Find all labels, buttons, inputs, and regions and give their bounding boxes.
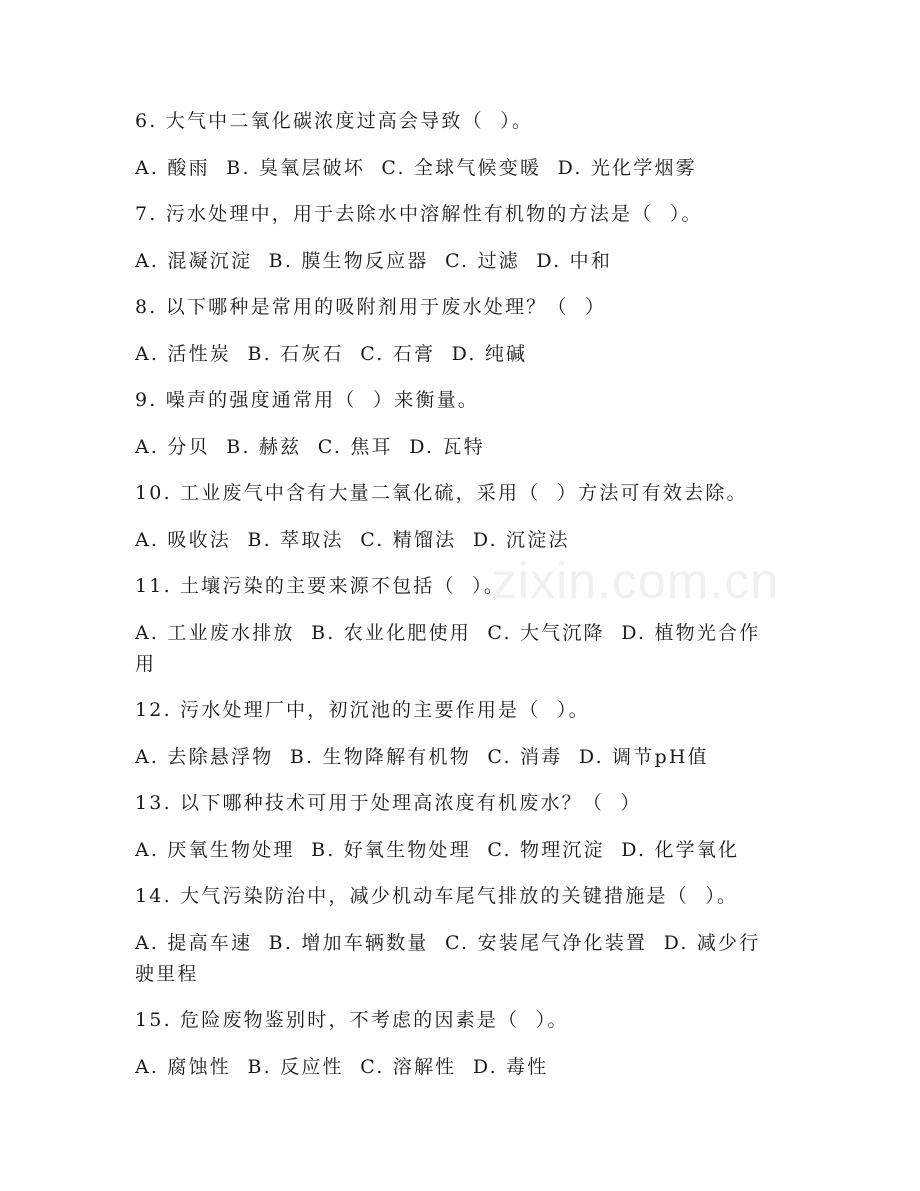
question-12: 12. 污水处理厂中，初沉池的主要作用是（ ）。	[135, 699, 590, 721]
options-6: A. 酸雨 B. 臭氧层破坏 C. 全球气候变暖 D. 光化学烟雾	[135, 156, 697, 179]
question-15: 15. 危险废物鉴别时，不考虑的因素是（ ）。	[135, 1009, 569, 1031]
question-8: 8. 以下哪种是常用的吸附剂用于废水处理？（ ）	[135, 296, 607, 318]
options-9: A. 分贝 B. 赫兹 C. 焦耳 D. 瓦特	[135, 435, 485, 458]
question-9: 9. 噪声的强度通常用（ ）来衡量。	[135, 389, 480, 411]
options-11: A. 工业废水排放 B. 农业化肥使用 C. 大气沉降 D. 植物光合作用	[135, 621, 761, 675]
options-13: A. 厌氧生物处理 B. 好氧生物处理 C. 物理沉淀 D. 化学氧化	[135, 838, 740, 861]
options-10: A. 吸收法 B. 萃取法 C. 精馏法 D. 沉淀法	[135, 528, 570, 551]
question-6: 6. 大气中二氧化碳浓度过高会导致（ ）。	[135, 110, 534, 132]
options-8: A. 活性炭 B. 石灰石 C. 石膏 D. 纯碱	[135, 342, 528, 365]
question-14: 14. 大气污染防治中，减少机动车尾气排放的关键措施是（ ）。	[135, 885, 739, 907]
question-10: 10. 工业废气中含有大量二氧化硫，采用（ ）方法可有效去除。	[135, 482, 748, 504]
question-13: 13. 以下哪种技术可用于处理高浓度有机废水？（ ）	[135, 792, 642, 814]
options-15: A. 腐蚀性 B. 反应性 C. 溶解性 D. 毒性	[135, 1055, 549, 1078]
options-7: A. 混凝沉淀 B. 膜生物反应器 C. 过滤 D. 中和	[135, 249, 613, 272]
question-7: 7. 污水处理中，用于去除水中溶解性有机物的方法是（ ）。	[135, 203, 703, 225]
watermark: zixin.com.cn	[492, 553, 780, 609]
question-list	[135, 106, 775, 1098]
question-11: 11. 土壤污染的主要来源不包括（ ）。	[135, 575, 506, 597]
options-12: A. 去除悬浮物 B. 生物降解有机物 C. 消毒 D. 调节pH值	[135, 745, 709, 768]
options-14: A. 提高车速 B. 增加车辆数量 C. 安装尾气净化装置 D. 减少行驶里程	[135, 931, 761, 985]
